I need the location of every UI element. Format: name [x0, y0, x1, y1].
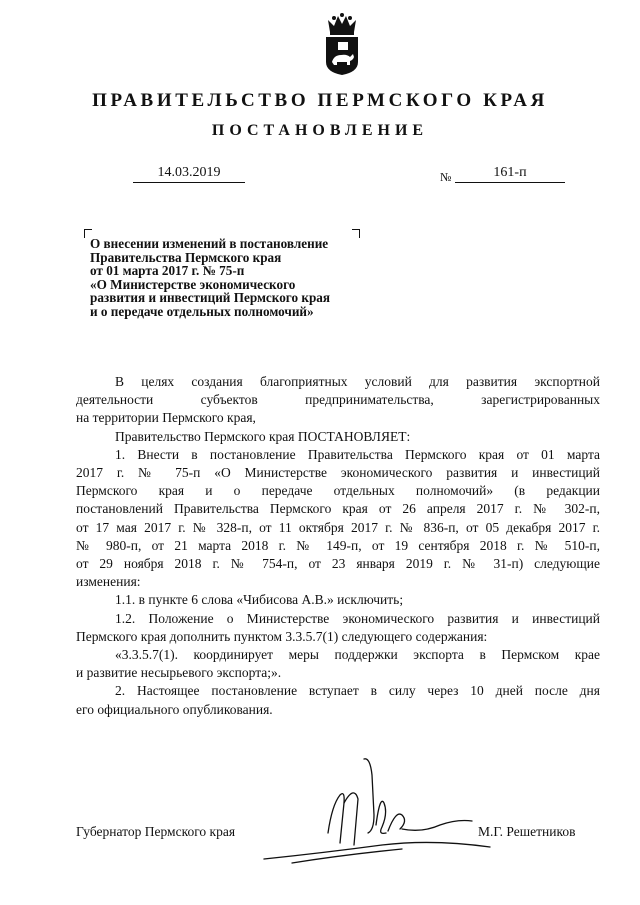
quote-line: и развитие несырьевого экспорта;». [76, 665, 282, 681]
item1-2-line: Пермского края дополнить пунктом 3.3.5.7(1) следующего содержания: [76, 628, 488, 644]
document-date: 14.03.2019 [157, 165, 221, 180]
document-body [76, 373, 600, 719]
document-number: 161-п [493, 165, 527, 180]
subject-line: развития и инвестиций Пермского края [90, 290, 331, 306]
decree-line: Правительство Пермского края ПОСТАНОВЛЯЕТ: [115, 428, 411, 444]
item2-line: его официального опубликования. [76, 701, 273, 717]
item1-line: изменения: [76, 574, 141, 590]
item1-line: от 29 ноября 2018 г. № 754-п, от 23 января 2019 г. № 31-п) следующие [76, 556, 600, 572]
intro-line: деятельности субъектов предпринимательства, зарегистрированных [76, 392, 600, 408]
document-subject [90, 237, 390, 319]
item2-line: 2. Настоящее постановление вступает в силу через 10 дней после дня [115, 683, 600, 699]
subject-line: «О Министерстве экономического [90, 276, 296, 292]
subject-line: О внесении изменений в постановление [90, 236, 329, 251]
number-underline [455, 182, 565, 183]
subject-line: Правительства Пермского края [90, 249, 282, 265]
item1-line: от 17 мая 2017 г. № 328-п, от 11 октября 2017 г. № 836-п, от 05 декабря 2017 г. [76, 519, 600, 535]
intro-line: В целях создания благоприятных условий для развития экспортной [115, 374, 600, 389]
subject-line: от 01 марта 2017 г. № 75-п [90, 263, 245, 279]
item1-2-line: 1.2. Положение о Министерстве экономического развития и инвестиций [115, 610, 600, 626]
signatory-title: Губернатор Пермского края [76, 824, 236, 839]
number-sign: № [440, 170, 452, 184]
signature-icon [262, 755, 492, 865]
subject-line: и о передаче отдельных полномочий» [90, 303, 314, 319]
item1-1: 1.1. в пункте 6 слова «Чибисова А.В.» исключить; [115, 592, 404, 608]
item1-line: № 980-п, от 21 марта 2018 г. № 149-п, от 19 сентября 2018 г. № 510-п, [76, 537, 600, 553]
document-type: ПОСТАНОВЛЕНИЕ [211, 122, 429, 139]
quote-line: «3.3.5.7(1). координирует меры поддержки экспорта в Пермском крае [115, 647, 600, 663]
intro-line: на территории Пермского края, [76, 410, 256, 426]
date-underline [133, 182, 245, 183]
item1-line: 1. Внести в постановление Правительства Пермского края от 01 марта [115, 446, 600, 462]
coat-of-arms-icon [322, 12, 362, 76]
item1-line: постановлений Правительства Пермского края от 26 апреля 2017 г. № 302-п, [76, 501, 600, 517]
signatory-name: М.Г. Решетников [478, 824, 576, 839]
item1-line: 2017 г. № 75-п «О Министерстве экономического развития и инвестиций [76, 465, 600, 481]
item1-line: Пермского края и о передаче отдельных полномочий» (в редакции [76, 483, 600, 499]
organization-title: ПРАВИТЕЛЬСТВО ПЕРМСКОГО КРАЯ [92, 90, 548, 111]
